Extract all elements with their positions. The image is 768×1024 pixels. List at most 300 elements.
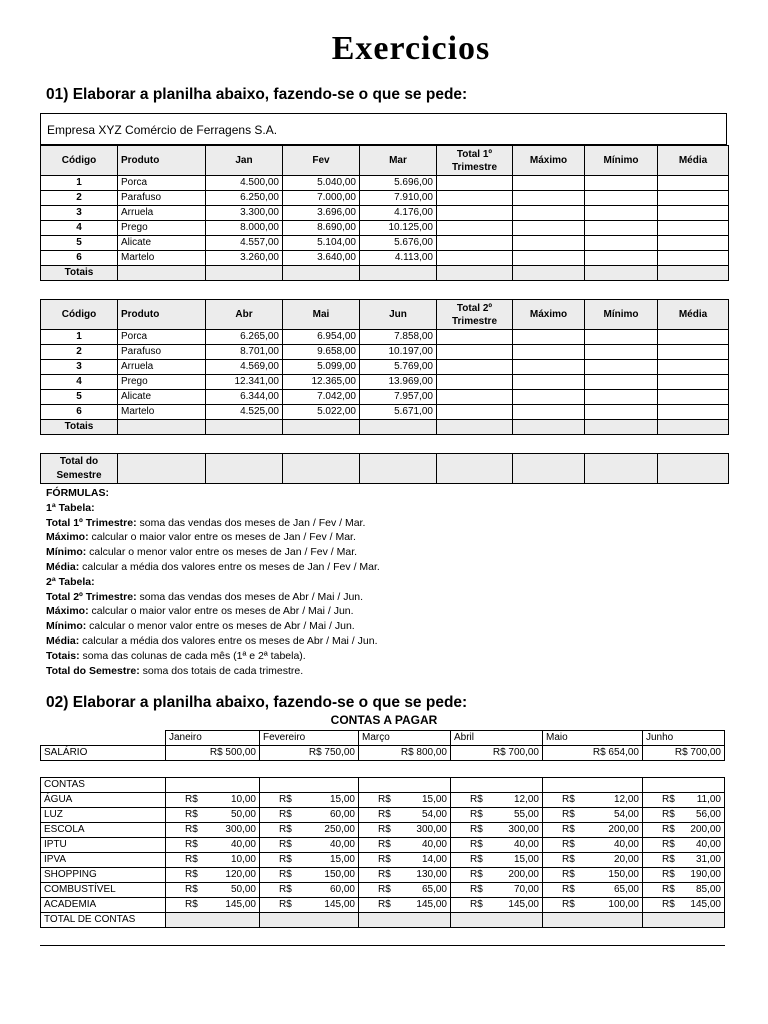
amount: 200,00 [508,869,539,880]
question-1-heading: 01) Elaborar a planilha abaixo, fazendo-se o que se pede: [46,86,468,103]
bill-value [451,793,543,808]
formula-description: calcular o maior valor entre os meses de Abr / Mai / Jun. [88,605,354,618]
empty-cell [513,176,585,191]
value-cell: 8.000,00 [206,221,283,236]
empty-cell [166,913,260,928]
amount: 60,00 [329,809,355,820]
empty-cell [585,176,658,191]
empty-cell [437,251,513,266]
value-cell: 5.040,00 [283,176,360,191]
formula-line [46,501,380,516]
currency-symbol: R$ [662,854,675,865]
empty-cell [359,913,451,928]
currency-symbol: R$ [185,854,198,865]
semester-cell [513,454,585,484]
value-cell: 13.969,00 [360,375,437,390]
empty-cell [260,913,359,928]
bill-value [643,823,725,838]
totals-row [41,266,729,281]
month-header: Março [359,731,451,746]
bill-value [359,868,451,883]
currency-symbol: R$ [562,869,575,880]
empty-cell [260,778,359,793]
empty-cell [360,266,437,281]
column-header: Média [658,300,729,330]
amount: 190,00 [690,869,721,880]
bill-value [543,883,643,898]
currency-symbol: R$ [279,884,292,895]
bill-value [260,838,359,853]
month-header: Junho [643,731,725,746]
bill-value [543,808,643,823]
empty-cell [513,191,585,206]
amount: 150,00 [608,869,639,880]
amount: 120,00 [225,869,256,880]
column-header: Mínimo [585,300,658,330]
empty-cell [513,360,585,375]
table-row [41,375,729,390]
column-header: Código [41,146,118,176]
table-row [41,236,729,251]
bill-value [543,853,643,868]
value-cell: 4.113,00 [360,251,437,266]
bill-value [643,853,725,868]
empty-cell [437,191,513,206]
amount: 15,00 [329,854,355,865]
value-cell: 6.250,00 [206,191,283,206]
currency-symbol: R$ [378,854,391,865]
amount: 31,00 [695,854,721,865]
empty-cell [658,221,729,236]
table-row [41,390,729,405]
bill-value [451,808,543,823]
table-row [41,221,729,236]
column-header: Abr [206,300,283,330]
amount: 54,00 [613,809,639,820]
bill-value [359,883,451,898]
empty-cell [585,390,658,405]
column-header: Fev [283,146,360,176]
empty-cell [283,266,360,281]
bill-value [643,868,725,883]
formula-description: calcular o menor valor entre os meses de Jan / Fev / Mar. [86,546,358,559]
currency-symbol: R$ [662,869,675,880]
bill-name: LUZ [41,808,166,823]
amount: 150,00 [324,869,355,880]
totals-label: Totais [41,420,118,435]
empty-cell [658,375,729,390]
empty-cell [513,206,585,221]
month-header: Maio [543,731,643,746]
column-header: Total 1º Trimestre [437,146,513,176]
column-header: Código [41,300,118,330]
empty-cell [658,236,729,251]
currency-symbol: R$ [470,794,483,805]
bill-value [166,868,260,883]
amount: 100,00 [608,899,639,910]
bill-value [451,838,543,853]
value-cell: 6.265,00 [206,330,283,345]
empty-cell [658,176,729,191]
bill-value [359,853,451,868]
amount: 145,00 [416,899,447,910]
bill-value [260,883,359,898]
product-cell: Porca [118,176,206,191]
currency-symbol: R$ [378,869,391,880]
amount: 14,00 [421,854,447,865]
product-cell: Martelo [118,251,206,266]
table-row [41,360,729,375]
empty-cell [359,778,451,793]
semester-cell [585,454,658,484]
column-header: Média [658,146,729,176]
empty-cell [437,266,513,281]
product-cell: Porca [118,330,206,345]
column-header: Jun [360,300,437,330]
code-cell: 6 [41,405,118,420]
formula-line [46,545,380,560]
semester-cell [437,454,513,484]
empty-cell [585,405,658,420]
table-row [41,898,725,913]
code-cell: 2 [41,345,118,360]
company-name-cell: Empresa XYZ Comércio de Ferragens S.A. [40,113,727,145]
empty-cell [451,913,543,928]
empty-cell [643,913,725,928]
currency-symbol: R$ [279,899,292,910]
bill-value [643,808,725,823]
empty-cell [451,778,543,793]
empty-cell [437,330,513,345]
bill-value [166,853,260,868]
salary-value: R$ 800,00 [359,746,451,761]
bill-value [643,838,725,853]
semester-cell [118,454,206,484]
formula-line [46,516,380,531]
bill-value [260,793,359,808]
currency-symbol: R$ [185,839,198,850]
bill-value [166,838,260,853]
empty-cell [658,390,729,405]
formula-description: soma das vendas dos meses de Jan / Fev / Mar. [136,516,366,529]
formula-term: Mínimo: [46,620,87,633]
currency-symbol: R$ [279,809,292,820]
table-row [41,838,725,853]
formula-term: Máximo: [46,605,89,618]
semester-cell [360,454,437,484]
value-cell: 5.769,00 [360,360,437,375]
currency-symbol: R$ [562,839,575,850]
amount: 300,00 [225,824,256,835]
empty-cell [118,266,206,281]
value-cell: 5.671,00 [360,405,437,420]
totals-row [41,420,729,435]
currency-symbol: R$ [378,884,391,895]
empty-cell [437,176,513,191]
currency-symbol: R$ [185,824,198,835]
amount: 10,00 [230,854,256,865]
empty-cell [513,420,585,435]
formula-line [46,634,380,649]
amount: 15,00 [421,794,447,805]
value-cell: 3.640,00 [283,251,360,266]
currency-symbol: R$ [378,824,391,835]
currency-symbol: R$ [378,794,391,805]
empty-cell [543,913,643,928]
empty-cell [437,405,513,420]
formula-term: Total do Semestre: [46,664,140,677]
first-quarter-table [40,145,729,281]
empty-cell [513,405,585,420]
currency-symbol: R$ [562,824,575,835]
value-cell: 5.696,00 [360,176,437,191]
bill-value [359,808,451,823]
table-row [41,793,725,808]
table-row [41,823,725,838]
currency-symbol: R$ [378,809,391,820]
currency-symbol: R$ [279,794,292,805]
month-header: Janeiro [166,731,260,746]
product-cell: Prego [118,375,206,390]
value-cell: 4.569,00 [206,360,283,375]
amount: 12,00 [613,794,639,805]
formula-line [46,649,380,664]
bill-name: ÁGUA [41,793,166,808]
formula-term: Média: [46,634,80,647]
formula-line [46,604,380,619]
column-header: Mínimo [585,146,658,176]
bill-name: ACADEMIA [41,898,166,913]
amount: 145,00 [508,899,539,910]
currency-symbol: R$ [470,809,483,820]
currency-symbol: R$ [662,794,675,805]
code-cell: 6 [41,251,118,266]
empty-cell [118,420,206,435]
bill-value [543,868,643,883]
amount: 56,00 [695,809,721,820]
amount: 40,00 [421,839,447,850]
value-cell: 10.197,00 [360,345,437,360]
table-row [41,251,729,266]
salary-table [40,730,725,761]
total-bills-label: TOTAL DE CONTAS [41,913,166,928]
code-cell: 4 [41,221,118,236]
bill-value [359,838,451,853]
empty-cell [543,778,643,793]
bill-value [643,898,725,913]
empty-cell [437,345,513,360]
column-header: Jan [206,146,283,176]
bill-value [451,868,543,883]
empty-cell [437,360,513,375]
amount: 65,00 [421,884,447,895]
table-row [41,206,729,221]
product-cell: Prego [118,221,206,236]
semester-cell [658,454,729,484]
semester-cell [283,454,360,484]
empty-cell [360,420,437,435]
formula-term: Total 1º Trimestre: [46,516,137,529]
empty-cell [585,251,658,266]
currency-symbol: R$ [279,869,292,880]
formula-line [46,486,380,501]
empty-cell [585,375,658,390]
empty-cell [513,375,585,390]
value-cell: 7.000,00 [283,191,360,206]
code-cell: 2 [41,191,118,206]
column-header: Máximo [513,300,585,330]
currency-symbol: R$ [662,839,675,850]
empty-cell [658,330,729,345]
currency-symbol: R$ [662,809,675,820]
contas-label: CONTAS [41,778,166,793]
empty-cell [658,251,729,266]
table-row [41,330,729,345]
currency-symbol: R$ [470,824,483,835]
salary-label: SALÁRIO [41,746,166,761]
amount: 20,00 [613,854,639,865]
table-row [41,808,725,823]
value-cell: 4.500,00 [206,176,283,191]
bill-value [643,883,725,898]
bill-name: COMBUSTÍVEL [41,883,166,898]
code-cell: 3 [41,360,118,375]
empty-cell [513,330,585,345]
value-cell: 7.858,00 [360,330,437,345]
currency-symbol: R$ [185,869,198,880]
bill-value [260,823,359,838]
formula-description: soma dos totais de cada trimestre. [139,664,304,677]
empty-cell [585,266,658,281]
table-row [41,853,725,868]
empty-cell [585,360,658,375]
value-cell: 8.701,00 [206,345,283,360]
currency-symbol: R$ [279,839,292,850]
empty-cell [585,345,658,360]
bills-table [40,777,725,928]
bill-value [260,808,359,823]
bottom-divider [40,945,725,946]
totals-label: Totais [41,266,118,281]
product-cell: Arruela [118,206,206,221]
value-cell: 5.104,00 [283,236,360,251]
table-row [41,883,725,898]
value-cell: 7.042,00 [283,390,360,405]
empty-cell [206,420,283,435]
amount: 55,00 [513,809,539,820]
table-row [41,191,729,206]
code-cell: 5 [41,390,118,405]
value-cell: 3.696,00 [283,206,360,221]
value-cell: 4.557,00 [206,236,283,251]
amount: 15,00 [513,854,539,865]
column-header: Máximo [513,146,585,176]
empty-cell [658,345,729,360]
bill-value [166,823,260,838]
value-cell: 5.099,00 [283,360,360,375]
empty-cell [437,375,513,390]
empty-cell [643,778,725,793]
value-cell: 5.022,00 [283,405,360,420]
product-cell: Parafuso [118,191,206,206]
empty-cell [166,778,260,793]
value-cell: 6.344,00 [206,390,283,405]
value-cell: 3.300,00 [206,206,283,221]
formula-line [46,619,380,634]
question-2-heading: 02) Elaborar a planilha abaixo, fazendo-se o que se pede: [46,694,468,711]
table-row [41,176,729,191]
value-cell: 5.676,00 [360,236,437,251]
currency-symbol: R$ [185,809,198,820]
value-cell: 3.260,00 [206,251,283,266]
bill-value [543,838,643,853]
value-cell: 6.954,00 [283,330,360,345]
column-header: Produto [118,300,206,330]
amount: 250,00 [324,824,355,835]
empty-cell [658,360,729,375]
currency-symbol: R$ [378,839,391,850]
contas-title: CONTAS A PAGAR [330,713,438,727]
column-header: Mar [360,146,437,176]
value-cell: 12.365,00 [283,375,360,390]
formula-line [46,590,380,605]
bill-value [359,898,451,913]
formula-line [46,664,380,679]
bill-value [260,898,359,913]
product-cell: Parafuso [118,345,206,360]
currency-symbol: R$ [279,824,292,835]
currency-symbol: R$ [378,899,391,910]
product-cell: Alicate [118,236,206,251]
table-row [41,405,729,420]
currency-symbol: R$ [562,899,575,910]
column-header: Total 2º Trimestre [437,300,513,330]
amount: 200,00 [690,824,721,835]
empty-cell [658,206,729,221]
code-cell: 1 [41,176,118,191]
formula-term: Total 2º Trimestre: [46,590,137,603]
formula-description: soma das vendas dos meses de Abr / Mai / Jun. [136,590,364,603]
bill-value [451,823,543,838]
empty-cell [585,191,658,206]
formula-description: calcular o menor valor entre os meses de Abr / Mai / Jun. [86,620,355,633]
formula-line [46,575,380,590]
amount: 85,00 [695,884,721,895]
bill-name: SHOPPING [41,868,166,883]
currency-symbol: R$ [470,884,483,895]
amount: 40,00 [613,839,639,850]
formula-description: calcular o maior valor entre os meses de Jan / Fev / Mar. [88,531,356,544]
amount: 50,00 [230,809,256,820]
value-cell: 8.690,00 [283,221,360,236]
code-cell: 5 [41,236,118,251]
currency-symbol: R$ [662,884,675,895]
empty-cell [437,236,513,251]
value-cell: 7.957,00 [360,390,437,405]
value-cell: 9.658,00 [283,345,360,360]
amount: 12,00 [513,794,539,805]
product-cell: Alicate [118,390,206,405]
amount: 60,00 [329,884,355,895]
product-cell: Arruela [118,360,206,375]
empty-cell [513,251,585,266]
bill-value [166,898,260,913]
bill-value [543,898,643,913]
amount: 145,00 [690,899,721,910]
empty-cell [513,345,585,360]
empty-cell [658,405,729,420]
currency-symbol: R$ [279,854,292,865]
